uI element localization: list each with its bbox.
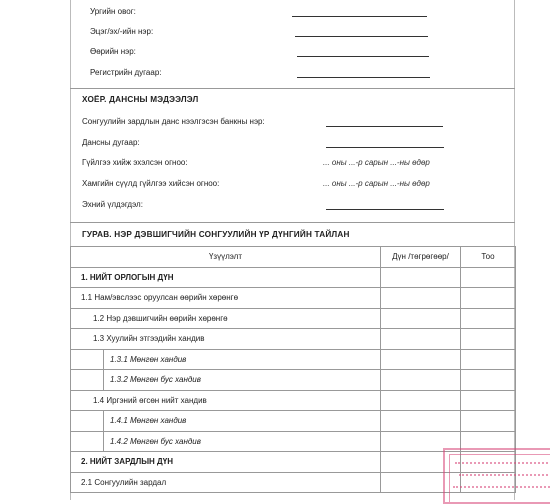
table-row [71, 329, 516, 350]
first-transaction-date-hint: ... оны ...-р сарын ...-ны өдөр [323, 158, 430, 167]
table-header-row [71, 247, 516, 268]
count-cell[interactable] [461, 267, 516, 288]
table-row [71, 308, 516, 329]
row-label: 1.3.2 Мөнгөн бус хандив [103, 370, 380, 390]
count-cell[interactable] [461, 370, 516, 391]
official-stamp [443, 448, 550, 504]
table-row [71, 267, 516, 288]
account-number-line [326, 147, 444, 148]
amount-cell[interactable] [381, 390, 461, 411]
surname-label: Ургийн овог: [90, 7, 136, 16]
amount-cell[interactable] [381, 308, 461, 329]
table-row [71, 411, 516, 432]
last-transaction-date-hint: ... оны ...-р сарын ...-ны өдөр [323, 179, 430, 188]
given-name-label: Өөрийн нэр: [90, 47, 136, 56]
opening-balance-field [70, 200, 515, 214]
amount-cell[interactable] [381, 329, 461, 350]
amount-cell[interactable] [381, 411, 461, 432]
surname-line [292, 16, 427, 17]
row-label-cell [71, 431, 381, 452]
row-label: 1.4 Иргэний өгсөн нийт хандив [71, 390, 381, 411]
count-cell[interactable] [461, 329, 516, 350]
row-label: 1.3.1 Мөнгөн хандив [103, 350, 380, 370]
stamp-scribble [453, 486, 550, 494]
row-label: 1.2 Нэр дэвшигчийн өөрийн хөрөнгө [71, 308, 381, 329]
row-label: 2. НИЙТ ЗАРДЛЫН ДҮН [71, 452, 381, 473]
col-indicator-header: Үзүүлэлт [71, 247, 381, 268]
bank-name-field [70, 117, 515, 131]
patronymic-label: Эцэг/эх/-ийн нэр: [90, 27, 154, 36]
section-divider [70, 88, 515, 89]
first-transaction-field [70, 158, 515, 172]
amount-cell[interactable] [381, 288, 461, 309]
bank-name-label: Сонгуулийн зардлын данс нээлгэсэн банкны нэр: [82, 117, 265, 126]
amount-cell[interactable] [381, 267, 461, 288]
count-cell[interactable] [461, 288, 516, 309]
count-cell[interactable] [461, 390, 516, 411]
report-section-title: ГУРАВ. НЭР ДЭВШИГЧИЙН СОНГУУЛИЙН ҮР ДҮНГИЙН ТАЙЛАН [82, 230, 350, 239]
row-label: 1.4.1 Мөнгөн хандив [103, 411, 380, 431]
col-count-header: Тоо [461, 247, 516, 268]
first-transaction-label: Гүйлгээ хийж эхэлсэн огноо: [82, 158, 188, 167]
patronymic-field [70, 27, 515, 41]
section-divider [70, 222, 515, 223]
amount-cell[interactable] [381, 349, 461, 370]
stamp-scribble [455, 462, 550, 470]
row-label: 1.1 Нам/эвслээс оруулсан өөрийн хөрөнгө [71, 288, 381, 309]
table-row [71, 288, 516, 309]
account-number-label: Дансны дугаар: [82, 138, 140, 147]
row-label: 1. НИЙТ ОРЛОГЫН ДҮН [71, 267, 381, 288]
col-amount-header: Дүн /төгрөгөөр/ [381, 247, 461, 268]
opening-balance-line [326, 209, 444, 210]
surname-field [70, 7, 515, 21]
register-field [70, 68, 515, 82]
form-sheet [70, 0, 515, 500]
account-number-field [70, 138, 515, 152]
register-label: Регистрийн дугаар: [90, 68, 162, 77]
last-transaction-label: Хамгийн сүүлд гүйлгээ хийсэн огноо: [82, 179, 220, 188]
table-row [71, 349, 516, 370]
patronymic-line [295, 36, 428, 37]
stamp-scribble [459, 474, 550, 482]
count-cell[interactable] [461, 349, 516, 370]
table-row [71, 370, 516, 391]
row-label-cell [71, 349, 381, 370]
opening-balance-label: Эхний үлдэгдэл: [82, 200, 143, 209]
table-row [71, 390, 516, 411]
bank-name-line [326, 126, 443, 127]
amount-cell[interactable] [381, 370, 461, 391]
row-label-cell [71, 411, 381, 432]
given-name-field [70, 47, 515, 61]
register-line [297, 77, 430, 78]
last-transaction-field [70, 179, 515, 193]
given-name-line [297, 56, 429, 57]
count-cell[interactable] [461, 308, 516, 329]
row-label: 2.1 Сонгуулийн зардал [71, 472, 381, 493]
account-section-title: ХОЁР. ДАНСНЫ МЭДЭЭЛЭЛ [82, 95, 199, 104]
count-cell[interactable] [461, 411, 516, 432]
row-label: 1.3 Хуулийн этгээдийн хандив [71, 329, 381, 350]
row-label-cell [71, 370, 381, 391]
row-label: 1.4.2 Мөнгөн бус хандив [103, 432, 380, 452]
